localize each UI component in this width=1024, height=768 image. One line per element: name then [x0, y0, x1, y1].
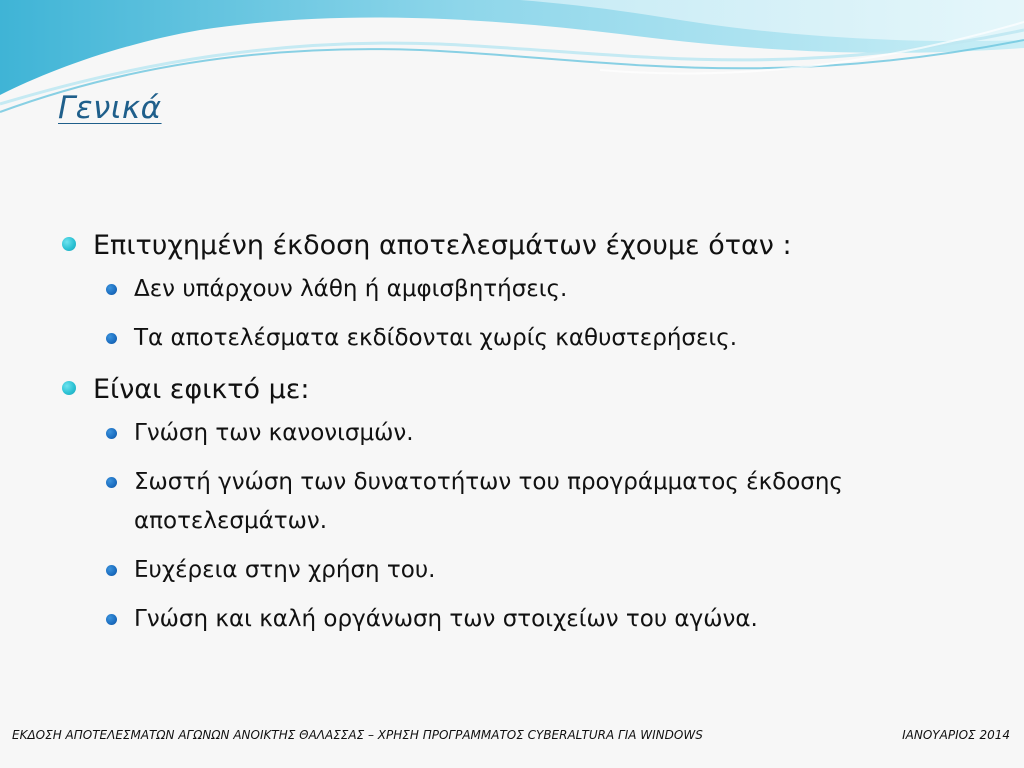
- dot-bullet-icon: [106, 284, 117, 295]
- bullet-item-level2: [62, 551, 982, 590]
- dot-bullet-icon: [106, 428, 117, 439]
- bullet-item-level1: [62, 366, 982, 414]
- circle-bullet-icon: [62, 381, 76, 395]
- bullet-text: Ευχέρεια στην χρήση του.: [134, 557, 436, 583]
- dot-bullet-icon: [106, 565, 117, 576]
- bullet-item-level2: [62, 319, 982, 358]
- bullet-item-level2: [62, 414, 982, 453]
- bullet-text: Επιτυχημένη έκδοση αποτελεσμάτων έχουμε όταν :: [93, 230, 792, 261]
- bullet-list: [62, 222, 982, 647]
- slide-footer: [0, 728, 1024, 744]
- bullet-text: Δεν υπάρχουν λάθη ή αμφισβητήσεις.: [134, 276, 568, 302]
- bullet-text: Γνώση και καλή οργάνωση των στοιχείων του αγώνα.: [134, 606, 758, 632]
- sub-bullet-group: [62, 270, 982, 358]
- bullet-item-level2: [62, 463, 982, 541]
- circle-bullet-icon: [62, 237, 76, 251]
- bullet-text: Γνώση των κανονισμών.: [134, 420, 414, 446]
- slide-title: Γενικά: [58, 90, 162, 126]
- bullet-text: Τα αποτελέσματα εκδίδονται χωρίς καθυστερήσεις.: [134, 325, 738, 351]
- dot-bullet-icon: [106, 477, 117, 488]
- dot-bullet-icon: [106, 614, 117, 625]
- bullet-item-level2: [62, 600, 982, 639]
- sub-bullet-group: [62, 414, 982, 639]
- bullet-item-level1: [62, 222, 982, 270]
- bullet-item-level2: [62, 270, 982, 309]
- dot-bullet-icon: [106, 333, 117, 344]
- bullet-text: Σωστή γνώση των δυνατοτήτων του προγράμματος έκδοσης αποτελεσμάτων.: [134, 469, 843, 534]
- bullet-text: Είναι εφικτό με:: [93, 374, 310, 405]
- footer-date: ΙΑΝΟΥΑΡΙΟΣ 2014: [902, 728, 1010, 742]
- footer-presentation-title: ΕΚΔΟΣΗ ΑΠΟΤΕΛΕΣΜΑΤΩΝ ΑΓΩΝΩΝ ΑΝΟΙΚΤΗΣ ΘΑΛΑΣΣΑΣ – ΧΡΗΣΗ ΠΡΟΓΡΑΜΜΑΤΟΣ CYBERALTURA ΓΙΑ WINDOWS: [12, 728, 703, 742]
